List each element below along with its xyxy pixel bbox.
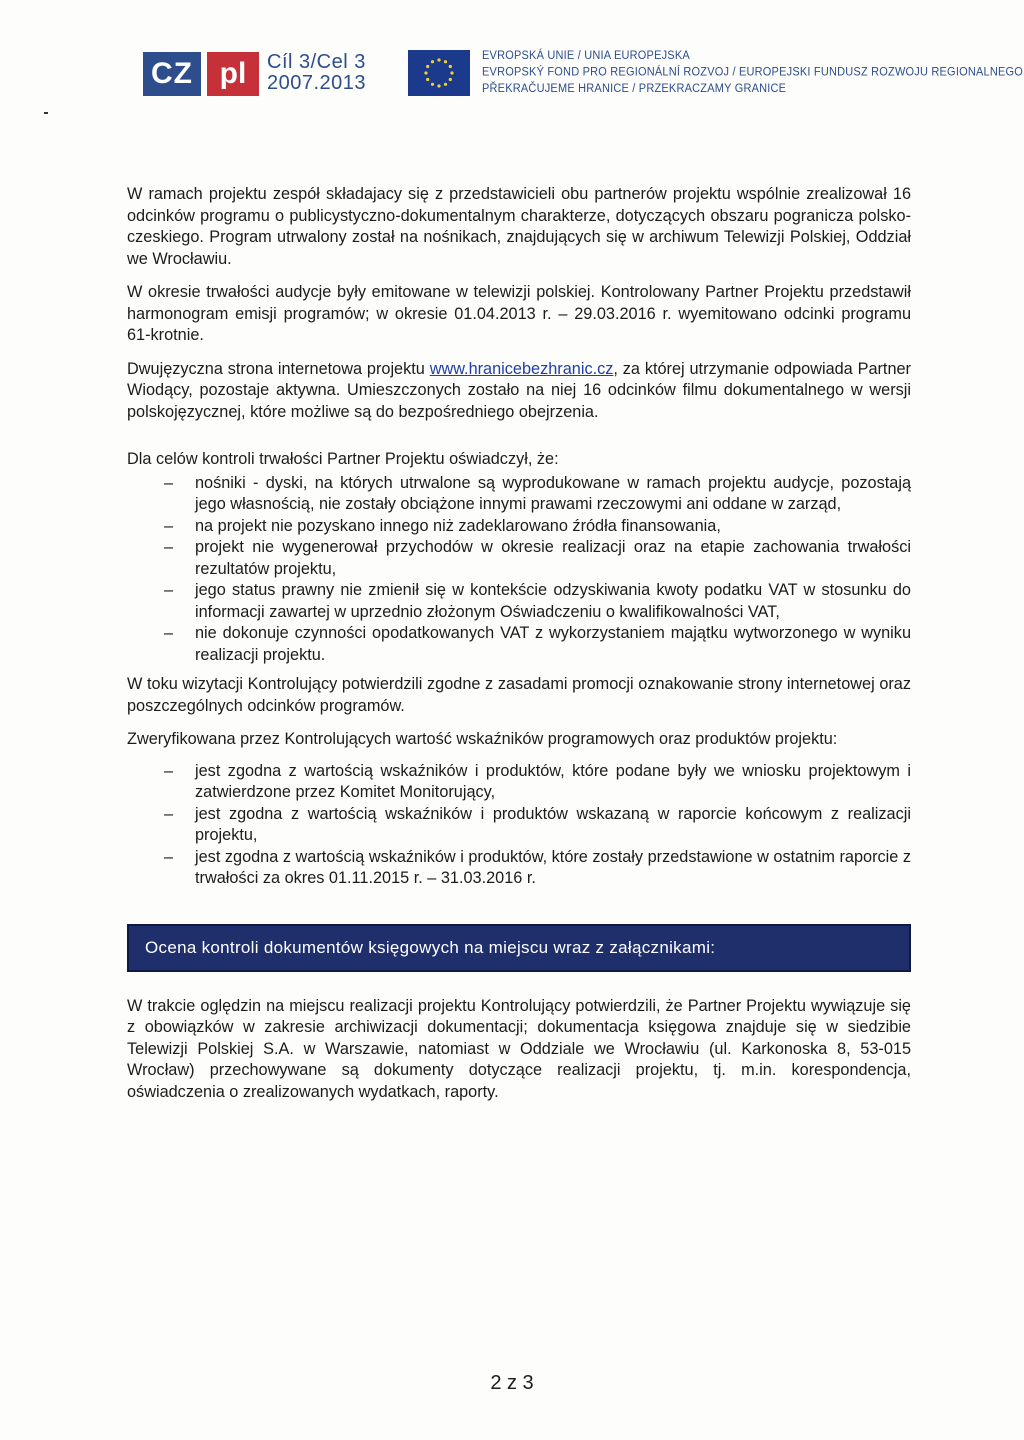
declaration-item: – jego status prawny nie zmienił się w kontekście odzyskiwania kwoty podatku VAT w stosunku do informacji zawartej w uprzednio złożonym Oświadczeniu o kwalifikowalności VAT, xyxy=(127,580,911,623)
website-text-before: Dwujęzyczna strona internetowa projektu xyxy=(127,359,430,378)
program-logo-text xyxy=(267,52,366,94)
indicator-item: – jest zgodna z wartością wskaźników i produktów, które zostały przedstawione w ostatnim raporcie z trwałości za okres 01.11.2015 r. – 31.03.2016 r. xyxy=(127,847,911,890)
declaration-item: – nie dokonuje czynności opodatkowanych VAT z wykorzystaniem majątku wytworzonego w wyniku realizacji projektu. xyxy=(127,623,911,666)
indicator-item: – jest zgodna z wartością wskaźników i produktów, które podane były we wniosku projektowym i zatwierdzone przez Komitet Monitorujący, xyxy=(127,761,911,804)
program-logo-line2: 2007.2013 xyxy=(267,72,367,94)
page-header xyxy=(143,44,1024,100)
logo-cz-block: CZ xyxy=(143,52,201,96)
website-link[interactable]: www.hranicebezhranic.cz xyxy=(429,359,614,378)
eu-text-line3: PŘEKRAČUJEME HRANICE / PRZEKRACZAMY GRANICE xyxy=(482,82,787,96)
declaration-item: – nośniki - dyski, na których utrwalone są wyprodukowane w ramach projektu audycje, pozostają jego własnością, nie zostały obciążone innymi prawami rzeczowymi ani oddane w zarząd, xyxy=(127,473,911,516)
eu-text-line1: EVROPSKÁ UNIE / UNIA EUROPEJSKA xyxy=(482,49,690,63)
paragraph-promotion: W toku wizytacji Kontrolujący potwierdzili zgodne z zasadami promocji oznakowanie strony internetowej oraz poszczególnych odcinków programów. xyxy=(127,675,911,715)
indicator-item: – jest zgodna z wartością wskaźników i produktów wskazaną w raporcie końcowym z realizacji projektu, xyxy=(127,804,911,847)
paragraph-website xyxy=(127,359,911,424)
paragraph-indicators-intro: Zweryfikowana przez Kontrolujących wartość wskaźników programowych oraz produktów projektu: xyxy=(127,730,838,748)
declaration-item: – na projekt nie pozyskano innego niż zadeklarowano źródła finansowania, xyxy=(127,516,911,538)
paragraph-archiving: W trakcie oględzin na miejscu realizacji projektu Kontrolujący potwierdzili, że Partner Projektu wywiązuje się z obowiązków w zakresie archiwizacji dokumentacji; dokumentacja księgowa znajduje się w siedzibie Telewizji Polskiej S.A. w Warszawie, natomiast w Oddziale we Wrocławiu (ul. Karkonoska 8, 53-015 Wrocław) przechowywane są dokumenty dotyczące realizacji projektu, tj. m.in. korespondencja, oświadczenia o zrealizowanych wydatkach, raporty. xyxy=(127,996,911,1101)
eu-text-line2: EVROPSKÝ FOND PRO REGIONÁLNÍ ROZVOJ / EUROPEJSKI FUNDUSZ ROZWOJU REGIONALNEGO xyxy=(482,65,1024,79)
indicator-list xyxy=(127,761,911,890)
eu-stars-icon xyxy=(408,50,470,96)
paragraph-broadcast: W okresie trwałości audycje były emitowane w telewizji polskiej. Kontrolowany Partner Projektu przedstawił harmonogram emisji programów; w okresie 01.04.2013 r. – 29.03.2016 r. wyemitowano odcinki programu 61-krotnie. xyxy=(127,283,911,344)
page-number: 2 z 3 xyxy=(490,1372,534,1394)
paragraph-declaration-intro: Dla celów kontroli trwałości Partner Projektu oświadczył, że: xyxy=(127,450,559,468)
declaration-list xyxy=(127,473,911,667)
program-logo-line1: Cíl 3/Cel 3 xyxy=(267,51,366,73)
declaration-item: – projekt nie wygenerował przychodów w okresie realizacji oraz na etapie zachowania trwałości rezultatów projektu, xyxy=(127,537,911,580)
website-text-after: , za której utrzymanie odpowiada Partner Wiodący, pozostaje aktywna. Umieszczonych zostało na niej 16 odcinków filmu dokumentalnego w wersji polskojęzycznej, które możliwe są do bezpośredniego obejrzenia. xyxy=(127,359,911,421)
document-body xyxy=(127,184,911,1115)
paragraph-project-team: W ramach projektu zespół składajacy się z przedstawicieli obu partnerów projektu wspólnie zrealizował 16 odcinków programu o publicystyczno-dokumentalnym charakterze, dotyczących obszaru pogranicza polsko-czeskiego. Program utrwalony został na nośnikach, znajdujących się w archiwum Telewizji Polskiej, Oddział we Wrocławiu. xyxy=(127,185,911,268)
section-heading-accounting: Ocena kontroli dokumentów księgowych na miejscu wraz z załącznikami: xyxy=(127,924,911,972)
scan-mark xyxy=(44,112,48,114)
logo-pl-block: pl xyxy=(207,52,259,96)
eu-fund-text xyxy=(482,48,1023,98)
eu-flag-icon xyxy=(408,50,470,96)
